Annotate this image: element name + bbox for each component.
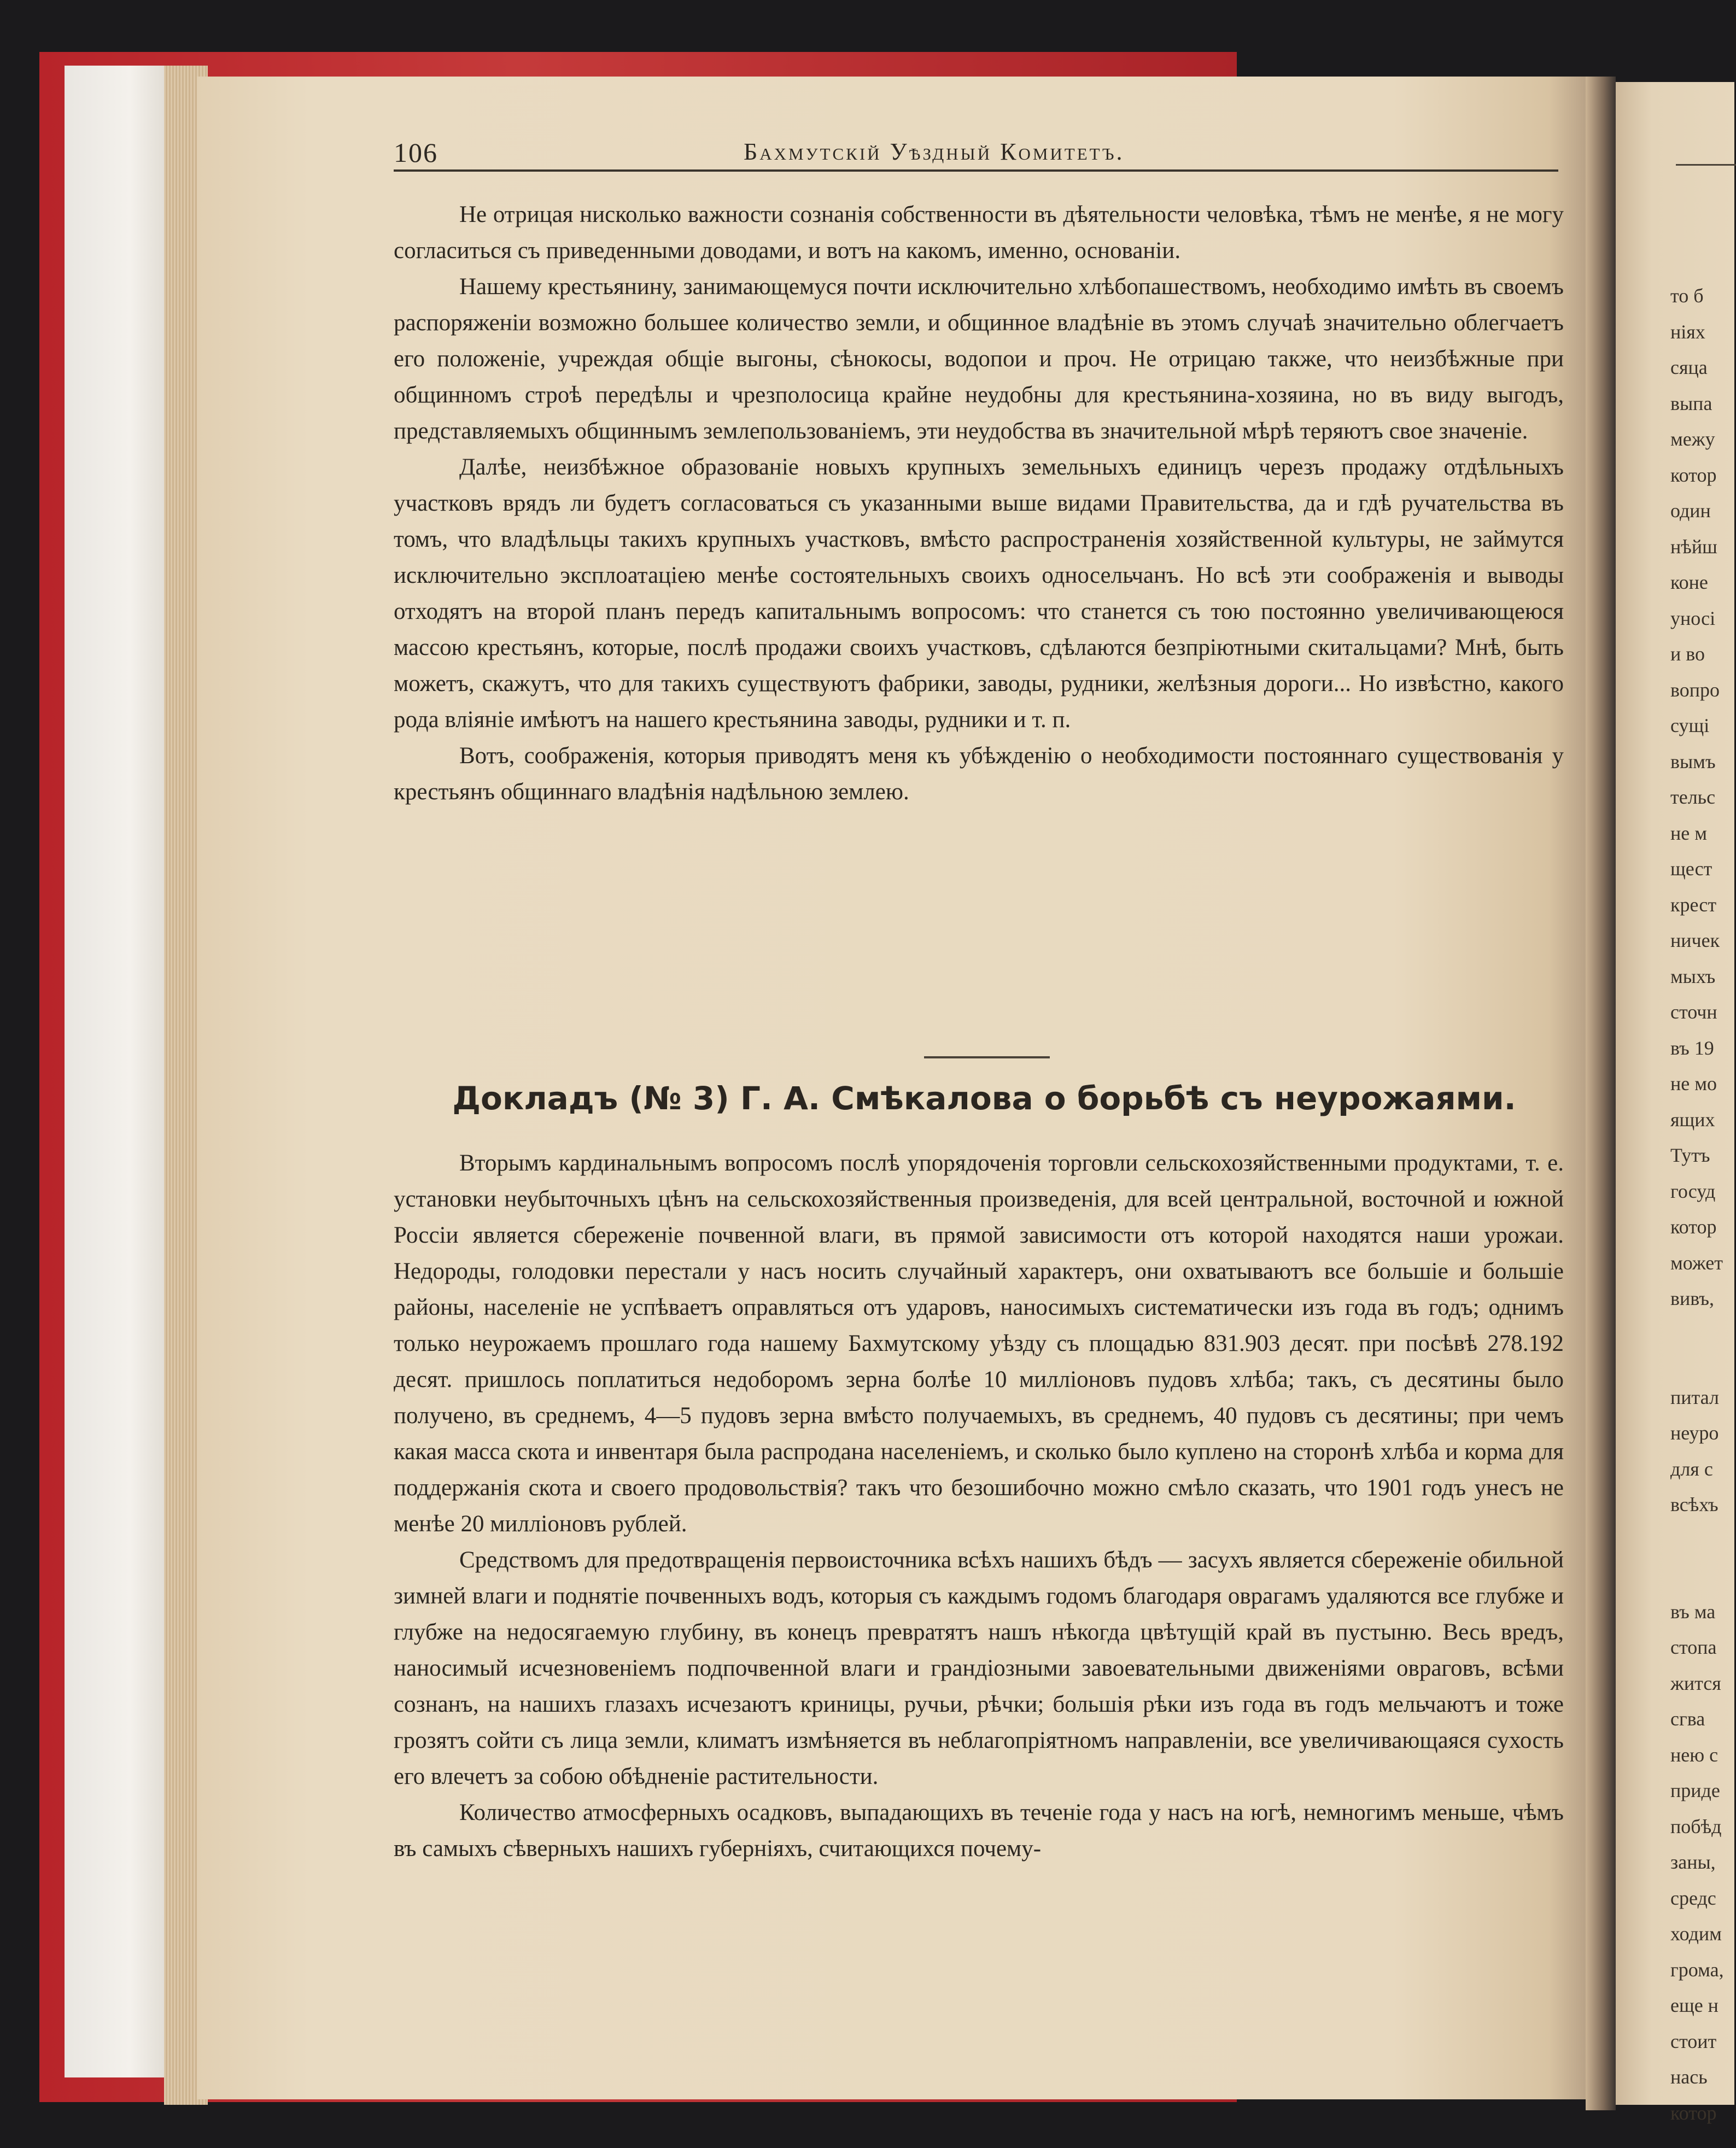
facing-page-fragment: вопро (1670, 678, 1720, 701)
section-1-text (394, 197, 1564, 810)
facing-page-fragment: сущі (1670, 715, 1710, 736)
facing-page-fragment: уносі (1670, 607, 1716, 629)
facing-page-fragment: сгва (1670, 1708, 1705, 1730)
paragraph: Нашему крестьянину, занимающемуся почти исключительно хлѣбопашествомъ, необходимо имѣть въ своемъ распоряженіи возможно большее количество земли, и общинное владѣніе въ этомъ случаѣ значительно облегчаетъ его положеніе, учреждая общіе выгоны, сѣнокосы, водопои и проч. Не отрицаю также, что неизбѣжные при общинномъ строѣ передѣлы и чрезполосица крайне неудобны для крестьянина-хозяина, но въ виду выгодъ, представляемыхъ общиннымъ землепользованіемъ, эти неудобства въ значительной мѣрѣ теряютъ свое значеніе. (394, 274, 1564, 444)
facing-page-fragment: побѣд (1670, 1815, 1722, 1837)
page-number: 106 (394, 137, 438, 168)
report-title: Докладъ (№ 3) Г. А. Смѣкалова о борьбѣ съ неурожаями. (452, 1080, 1516, 1117)
facing-page-fragment: госуд (1670, 1180, 1716, 1202)
paragraph: Не отрицая нисколько важности сознанія собственности въ дѣятельности человѣка, тѣмъ не менѣе, я не могу согласиться съ приведенными доводами, и вотъ на какомъ, именно, основаніи. (394, 202, 1564, 264)
facing-page-fragment: жится (1670, 1672, 1721, 1694)
facing-page-fragment: может (1670, 1251, 1723, 1274)
facing-page-fragment: котор (1670, 2102, 1717, 2124)
section-2-text (394, 1145, 1564, 1867)
facing-page-fragment: нась (1670, 2066, 1708, 2088)
paragraph: Количество атмосферныхъ осадковъ, выпадающихъ въ теченіе года у насъ на югѣ, немногимъ меньше, чѣмъ въ самыхъ сѣверныхъ нашихъ губерніяхъ, считающихся почему- (394, 1800, 1564, 1862)
facing-page-fragment: всѣхъ (1670, 1494, 1719, 1515)
facing-page-fragment: один (1670, 500, 1711, 522)
facing-page-fragment: вивъ, (1670, 1287, 1714, 1309)
facing-page-fragment: въ 19 (1670, 1037, 1714, 1059)
facing-page-fragment: мыхъ (1670, 965, 1716, 987)
facing-page-fragment: еще н (1670, 1994, 1719, 2016)
facing-page-fragment: не мо (1670, 1073, 1717, 1095)
facing-page-fragment: не м (1670, 822, 1708, 844)
section-divider (924, 1056, 1050, 1058)
facing-page-fragment: нѣйш (1670, 535, 1717, 558)
facing-page-fragment: щест (1670, 858, 1712, 880)
facing-page-fragment: ящих (1670, 1108, 1715, 1131)
facing-page-fragment: стоит (1670, 2030, 1717, 2052)
facing-page-fragment: грома, (1670, 1958, 1724, 1981)
paragraph: Вторымъ кардинальнымъ вопросомъ послѣ упорядоченія торговли сельскохозяйственными продуктами, т. е. установки неубыточныхъ цѣнъ на сельскохозяйственныя произведенія, для всей центральной, восточной и южной Россіи является сбереженіе почвенной влаги, въ прямой зависимости отъ которой находятся наши урожаи. Недороды, голодовки перестали у насъ носить случайный характеръ, они охватываютъ все большіе и большіе районы, населеніе не успѣваетъ оправляться отъ ударовъ, наносимыхъ систематически изъ года въ годъ; однимъ только неурожаемъ прошлаго года нашему Бахмутскому уѣзду съ площадью 831.903 десят. при посѣвѣ 278.192 десят. пришлось поплатиться недоборомъ зерна болѣе 10 милліоновъ пудовъ хлѣба; такъ, съ десятины было получено, въ среднемъ, 4—5 пудовъ зерна вмѣсто получаемыхъ, въ среднемъ, 40 пудовъ съ десятины; при чемъ какая масса скота и инвентаря была распродана населеніемъ, и сколько было куплено на сторонѣ хлѣба и корма для поддержанія скота и своего продовольствія? такъ что безошибочно можно смѣло сказать, что 1901 годъ унесъ не менѣе 20 милліоновъ рублей. (394, 1150, 1564, 1537)
facing-page-fragment: тельс (1670, 786, 1716, 808)
facing-page-fragment: сточн (1670, 1001, 1717, 1023)
facing-page-fragment: стопа (1670, 1636, 1717, 1658)
facing-page-fragment: ходим (1670, 1923, 1722, 1945)
facing-page-fragment: межу (1670, 428, 1715, 450)
facing-page-fragment: средс (1670, 1887, 1716, 1909)
paragraph: Далѣе, неизбѣжное образованіе новыхъ крупныхъ земельныхъ единицъ черезъ продажу отдѣльныхъ участковъ врядъ ли будетъ согласоваться съ указанными выше видами Правительства, да и гдѣ ручательства въ томъ, что владѣльцы такихъ крупныхъ участковъ, вмѣсто распространенія хозяйственной культуры, не займутся исключительно эксплоатаціею менѣе состоятельныхъ своихъ односельчанъ. Но всѣ эти соображенія и выводы отходятъ на второй планъ передъ капитальнымъ вопросомъ: что станется съ тою постоянно увеличивающеюся массою крестьянъ, которые, послѣ продажи своихъ участковъ, сдѣлаются безпріютными скитальцами? Мнѣ, быть можетъ, скажутъ, что для такихъ существуютъ фабрики, заводы, рудники, желѣзныя дороги... Но извѣстно, какого рода вліяніе имѣютъ на нашего крестьянина заводы, рудники и т. п. (394, 454, 1564, 733)
facing-page-fragment: сяца (1670, 356, 1708, 378)
paragraph: Вотъ, соображенія, которыя приводятъ меня къ убѣжденію о необходимости постояннаго существованія у крестьянъ общиннаго владѣнія надѣльною землею. (394, 743, 1564, 805)
facing-page-fragment: выпа (1670, 392, 1712, 414)
paragraph: Средствомъ для предотвращенія первоисточника всѣхъ нашихъ бѣдъ — засухъ является сбереженіе обильной зимней влаги и поднятіе почвенныхъ водъ, которыя съ каждымъ годомъ благодаря оврагамъ удаляются все глубже и глубже на недосягаемую глубину, въ конецъ превратятъ нашъ нѣкогда цвѣтущій край въ пустыню. Весь вредъ, наносимый исчезновеніемъ подпочвенной влаги и грандіозными завоевательными движеніями овраговъ, всѣми сознанъ, на нашихъ глазахъ исчезаютъ криницы, ручьи, рѣчки; большія рѣки изъ года въ годъ мельчаютъ и тоже грозятъ сойти съ лица земли, климатъ измѣняется въ неблагопріятномъ направленіи, все увеличивающаяся сухость его влечетъ за собою обѣдненіе растительности. (394, 1547, 1564, 1789)
facing-page-fragment: то б (1670, 285, 1704, 307)
facing-page-fragment: заны, (1670, 1851, 1716, 1873)
running-title: Бахмутскій Уѣздный Комитетъ. (744, 138, 1125, 165)
facing-page-rule (1676, 164, 1736, 166)
facing-page-fragment: неуро (1670, 1422, 1719, 1444)
facing-page-fragment: крест (1670, 893, 1717, 916)
facing-page-fragment: коне (1670, 571, 1708, 593)
facing-page-fragment: и во (1670, 643, 1705, 665)
facing-page-fragment: ничек (1670, 929, 1720, 951)
page-header (394, 131, 1558, 172)
facing-page-fragment: Тутъ (1670, 1144, 1710, 1166)
book-gutter (1586, 77, 1616, 2110)
facing-page-fragment: для с (1670, 1458, 1713, 1480)
facing-page-fragment: въ ма (1670, 1600, 1716, 1623)
facing-page-fragment: котор (1670, 1216, 1717, 1238)
facing-page-fragment: вымъ (1670, 750, 1716, 772)
facing-page-fragment: питал (1670, 1386, 1719, 1408)
facing-page (1616, 82, 1734, 2124)
facing-page-fragment: ніях (1670, 320, 1705, 343)
facing-page-fragment: приде (1670, 1780, 1720, 1801)
endpaper (65, 66, 174, 2077)
facing-page-fragment: котор (1670, 464, 1717, 486)
facing-page-fragment: нею с (1670, 1743, 1719, 1766)
